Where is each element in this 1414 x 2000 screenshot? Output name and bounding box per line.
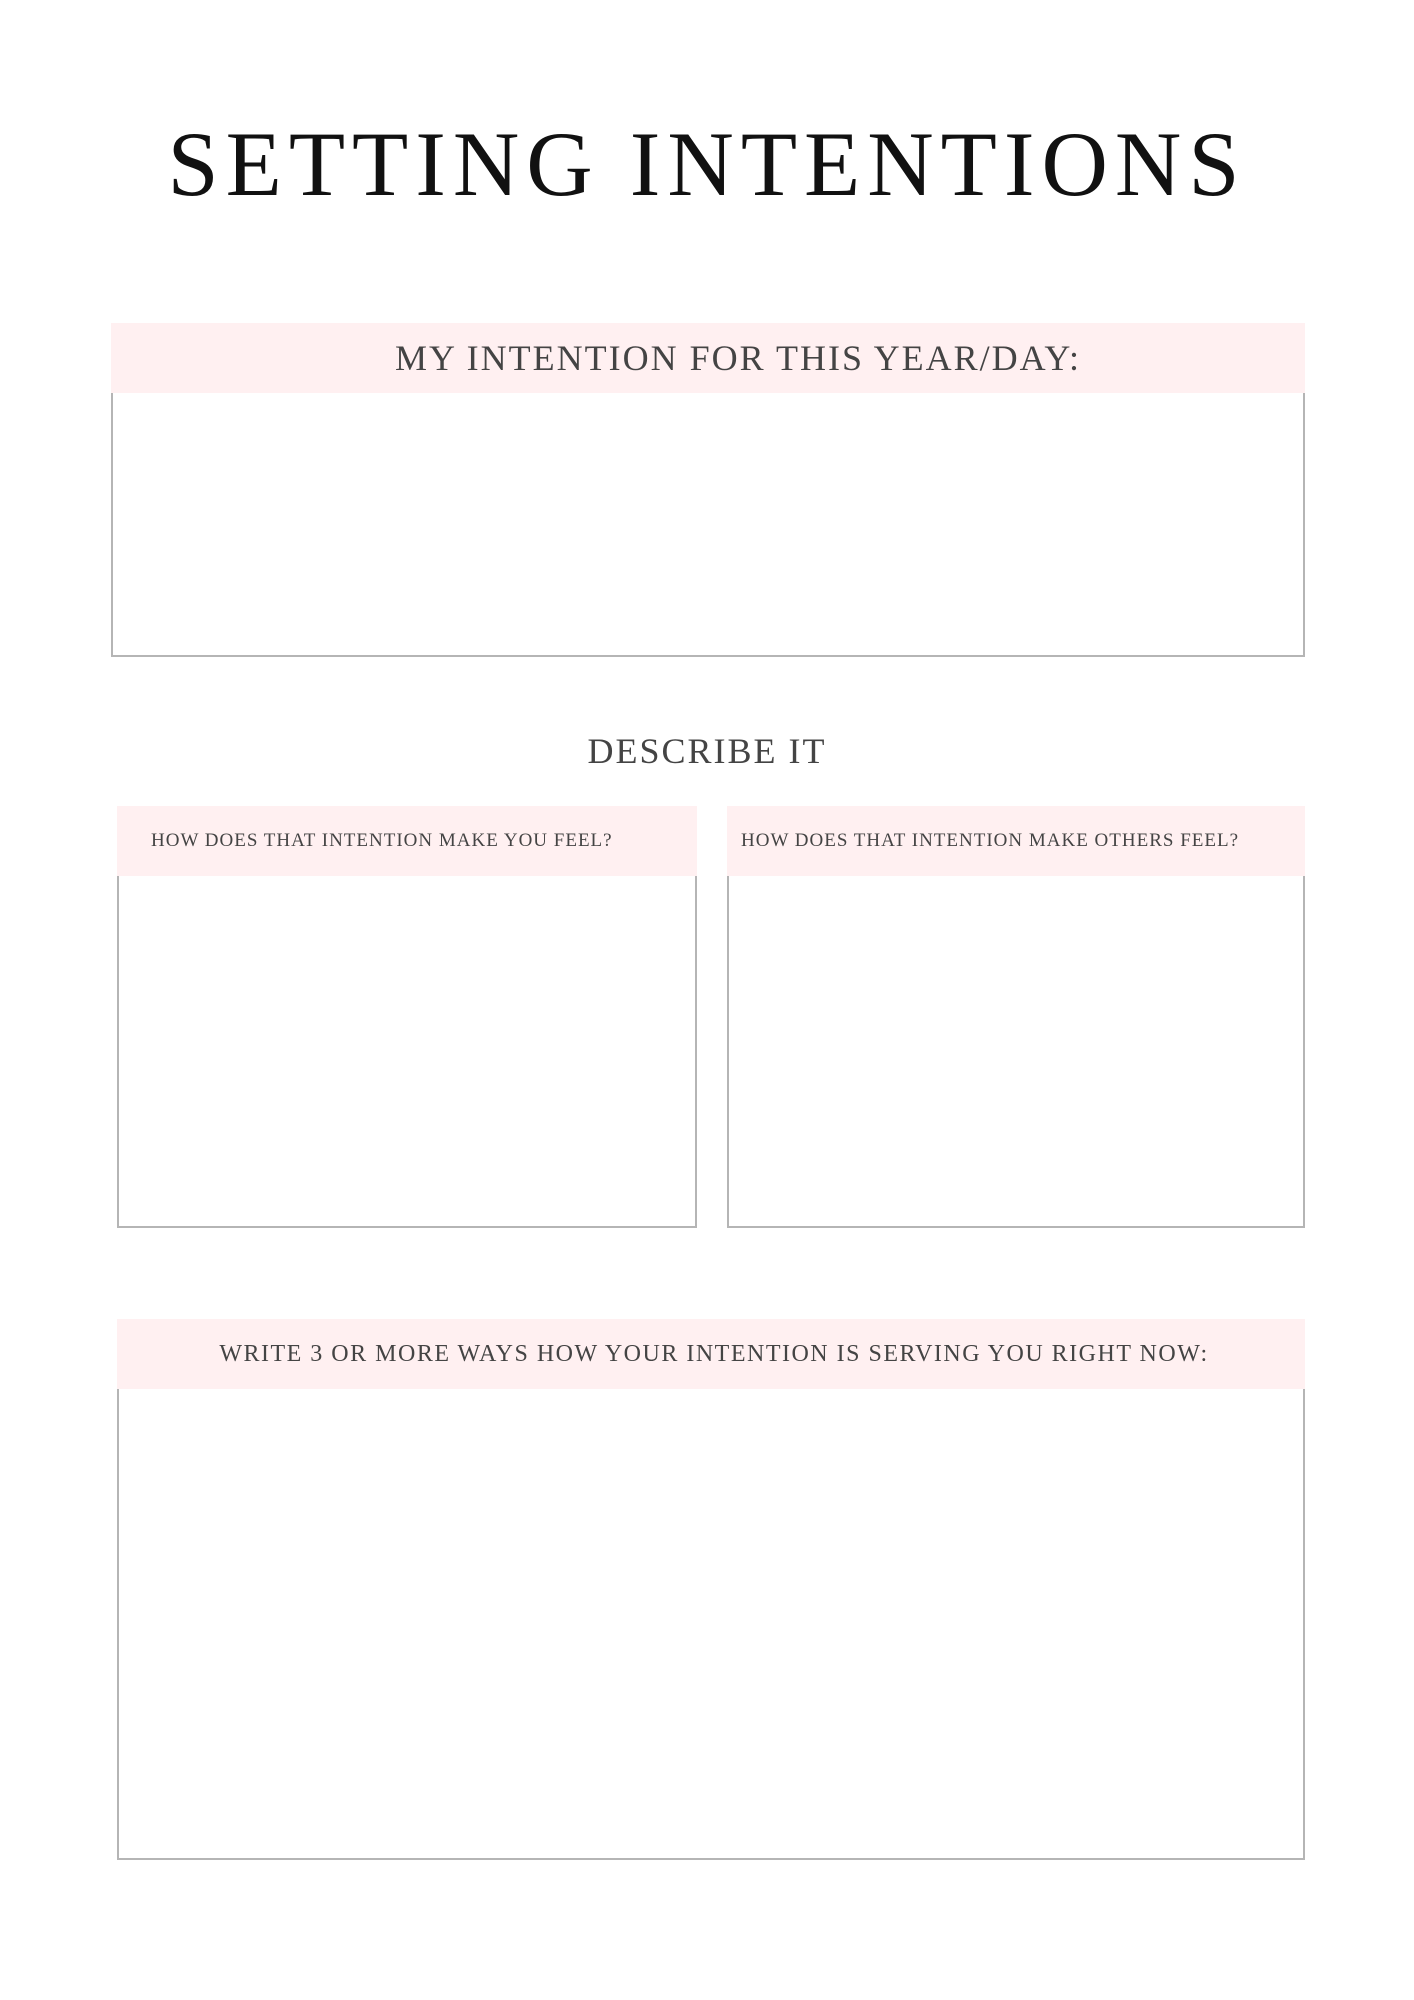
intention-writing-area[interactable] (111, 393, 1305, 657)
page-title: SETTING INTENTIONS (167, 113, 1247, 215)
intention-header (111, 323, 1305, 393)
describe-heading: DESCRIBE IT (587, 731, 827, 771)
others-feel-label: HOW DOES THAT INTENTION MAKE OTHERS FEEL? (741, 830, 1240, 851)
others-feel-writing-area[interactable] (727, 876, 1305, 1228)
feel-writing-area[interactable] (117, 876, 697, 1228)
feel-label: HOW DOES THAT INTENTION MAKE YOU FEEL? (151, 830, 613, 851)
serving-header (117, 1319, 1305, 1389)
others-feel-header (727, 806, 1305, 876)
serving-writing-area[interactable] (117, 1389, 1305, 1860)
feel-header (117, 806, 697, 876)
intention-label: MY INTENTION FOR THIS YEAR/DAY: (394, 338, 1082, 378)
serving-label: WRITE 3 OR MORE WAYS HOW YOUR INTENTION IS SERVING YOU RIGHT NOW: (219, 1340, 1209, 1367)
